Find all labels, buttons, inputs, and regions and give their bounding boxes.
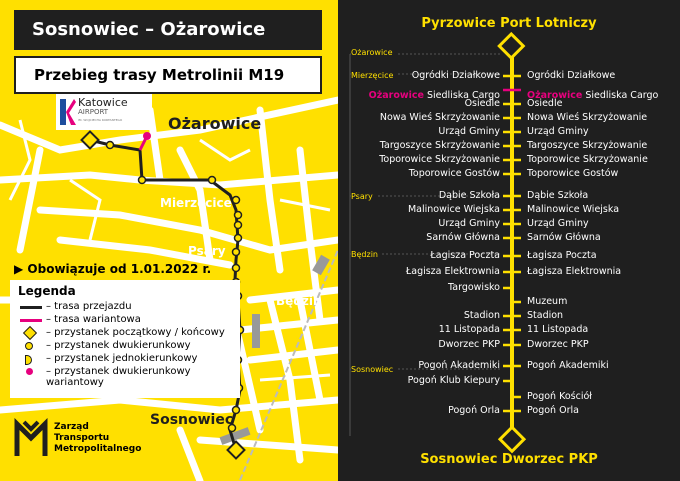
district-psary: Psary bbox=[188, 244, 226, 258]
stop-label-right: Dąbie Szkoła bbox=[527, 190, 589, 201]
stop-label-left: Toporowice Gostów bbox=[408, 168, 500, 179]
stop-label-right: 11 Listopada bbox=[527, 324, 589, 335]
route-map bbox=[0, 0, 338, 481]
circle-stop-icon bbox=[18, 340, 46, 352]
region-mierzecice: Mierzęcice bbox=[351, 71, 396, 80]
region-sosnowiec: Sosnowiec bbox=[351, 365, 396, 374]
variant-rest: Siedliska Cargo bbox=[582, 90, 659, 101]
stop-label-left: Targoszyce Skrzyżowanie bbox=[379, 140, 500, 151]
stop-label-left: Ogródki Działkowe bbox=[411, 70, 500, 81]
airport-logo bbox=[56, 94, 152, 130]
variant-prefix: Ożarowice bbox=[527, 90, 583, 101]
legend bbox=[10, 280, 240, 398]
stop-label-right: Toporowice Skrzyżowanie bbox=[527, 154, 648, 165]
stop-label-left: Stadion bbox=[463, 310, 500, 321]
stop-label-left: Łagisza Poczta bbox=[430, 250, 500, 261]
variant-prefix: Ożarowice bbox=[368, 90, 424, 101]
route-line-icon bbox=[18, 301, 46, 313]
ztm-m-icon bbox=[14, 418, 48, 458]
district-bedzin: Będzin bbox=[276, 294, 322, 308]
legend-item-variant-stop bbox=[18, 366, 232, 392]
date-triangle-icon: ▶ bbox=[14, 262, 24, 276]
stop-label-left: Łagisza Elektrownia bbox=[405, 266, 500, 277]
stop-label-left: Pogoń Akademiki bbox=[418, 360, 500, 371]
stop-label-left: 11 Listopada bbox=[438, 324, 500, 335]
half-circle-stop-icon bbox=[18, 353, 46, 365]
map-title: Sosnowiec – Ożarowice bbox=[14, 10, 322, 50]
legend-item-variant bbox=[18, 314, 232, 327]
stop-label-right: Pogoń Orla bbox=[527, 405, 579, 416]
route-schedule bbox=[338, 0, 680, 481]
map-subtitle: Przebieg trasy Metrolinii M19 bbox=[14, 56, 322, 94]
region-bedzin: Będzin bbox=[351, 250, 381, 259]
pink-stop-icon bbox=[18, 366, 46, 378]
end-terminal: Sosnowiec Dworzec PKP bbox=[420, 452, 598, 467]
airport-sub2: IM. WOJCIECHA KORFANTEGO bbox=[78, 118, 123, 122]
stop-label-right: Nowa Wieś Skrzyżowanie bbox=[527, 112, 648, 123]
legend-item-terminal bbox=[18, 327, 232, 340]
stop-label-right: Pogoń Kościół bbox=[527, 391, 592, 402]
stop-label-left: Dąbie Szkoła bbox=[438, 190, 500, 201]
legend-item-oneway bbox=[18, 353, 232, 366]
legend-label: – trasa wariantowa bbox=[46, 314, 141, 325]
stop-label-right: Łagisza Poczta bbox=[527, 250, 597, 261]
stop-label-left: Urząd Gminy bbox=[438, 126, 500, 137]
stop-label-left: Osiedle bbox=[464, 98, 500, 109]
legend-label: – przystanek początkowy / końcowy bbox=[46, 327, 225, 338]
stop-label-right: Sarnów Główna bbox=[527, 232, 601, 243]
city-sosnowiec: Sosnowiec bbox=[150, 412, 234, 428]
stop-label-right: Toporowice Gostów bbox=[527, 168, 619, 179]
stop-label-right: Urząd Gminy bbox=[527, 218, 589, 229]
city-ozarowice: Ożarowice bbox=[168, 114, 262, 133]
effective-date bbox=[14, 262, 211, 276]
stop-label-left: Pogoń Orla bbox=[448, 405, 500, 416]
ztm-logo bbox=[14, 418, 141, 458]
diamond-stop-icon bbox=[18, 327, 46, 339]
stop-label-left: Dworzec PKP bbox=[438, 339, 500, 350]
stop-label-left: Nowa Wieś Skrzyżowanie bbox=[379, 112, 500, 123]
legend-label: – przystanek dwukierunkowy bbox=[46, 340, 191, 351]
legend-label: – przystanek jednokierunkowy bbox=[46, 353, 198, 364]
start-terminal: Pyrzowice Port Lotniczy bbox=[421, 16, 597, 31]
stop-label-right: Muzeum bbox=[527, 296, 568, 307]
effective-date-text: Obowiązuje od 1.01.2022 r. bbox=[27, 262, 212, 276]
stop-label-left: Pogoń Klub Kiepury bbox=[407, 375, 500, 386]
legend-item-bidirectional bbox=[18, 340, 232, 353]
airport-k-icon bbox=[58, 97, 76, 127]
variant-rest: Siedliska Cargo bbox=[423, 90, 500, 101]
stop-label-right: Dworzec PKP bbox=[527, 339, 589, 350]
ztm-line3: Metropolitalnego bbox=[54, 443, 142, 454]
stop-label-left: Toporowice Skrzyżowanie bbox=[379, 154, 500, 165]
stop-label-left: Urząd Gminy bbox=[438, 218, 500, 229]
stop-label-left: Malinowice Wiejska bbox=[407, 204, 500, 215]
ztm-line1: Zarząd bbox=[54, 421, 89, 432]
stop-label-left: Targowisko bbox=[448, 282, 500, 293]
variant-line-icon bbox=[18, 314, 46, 326]
legend-item-route bbox=[18, 301, 232, 314]
stop-label-right: Stadion bbox=[527, 310, 564, 321]
stop-label-right: Pogoń Akademiki bbox=[527, 360, 609, 371]
region-psary: Psary bbox=[351, 192, 376, 201]
region-ozarowice: Ożarowice bbox=[351, 48, 396, 57]
stop-label-right: Łagisza Elektrownia bbox=[527, 266, 622, 277]
stop-label-left: Sarnów Główna bbox=[426, 232, 500, 243]
legend-title: Legenda bbox=[18, 284, 76, 298]
ztm-line2: Transportu bbox=[54, 432, 110, 443]
stop-label-right: Urząd Gminy bbox=[527, 126, 589, 137]
airport-sub: AIRPORT bbox=[78, 108, 109, 116]
legend-label: – trasa przejazdu bbox=[46, 301, 132, 312]
stop-label-right: Osiedle bbox=[527, 98, 563, 109]
district-mierzecice: Mierzęcice bbox=[160, 196, 232, 210]
stop-label-right: Ogródki Działkowe bbox=[527, 70, 616, 81]
stop-label-right: Malinowice Wiejska bbox=[527, 204, 620, 215]
legend-label: – przystanek dwukierunkowy wariantowy bbox=[46, 366, 191, 388]
stop-label-right: Targoszyce Skrzyżowanie bbox=[527, 140, 648, 151]
airport-name: Katowice bbox=[78, 96, 128, 109]
